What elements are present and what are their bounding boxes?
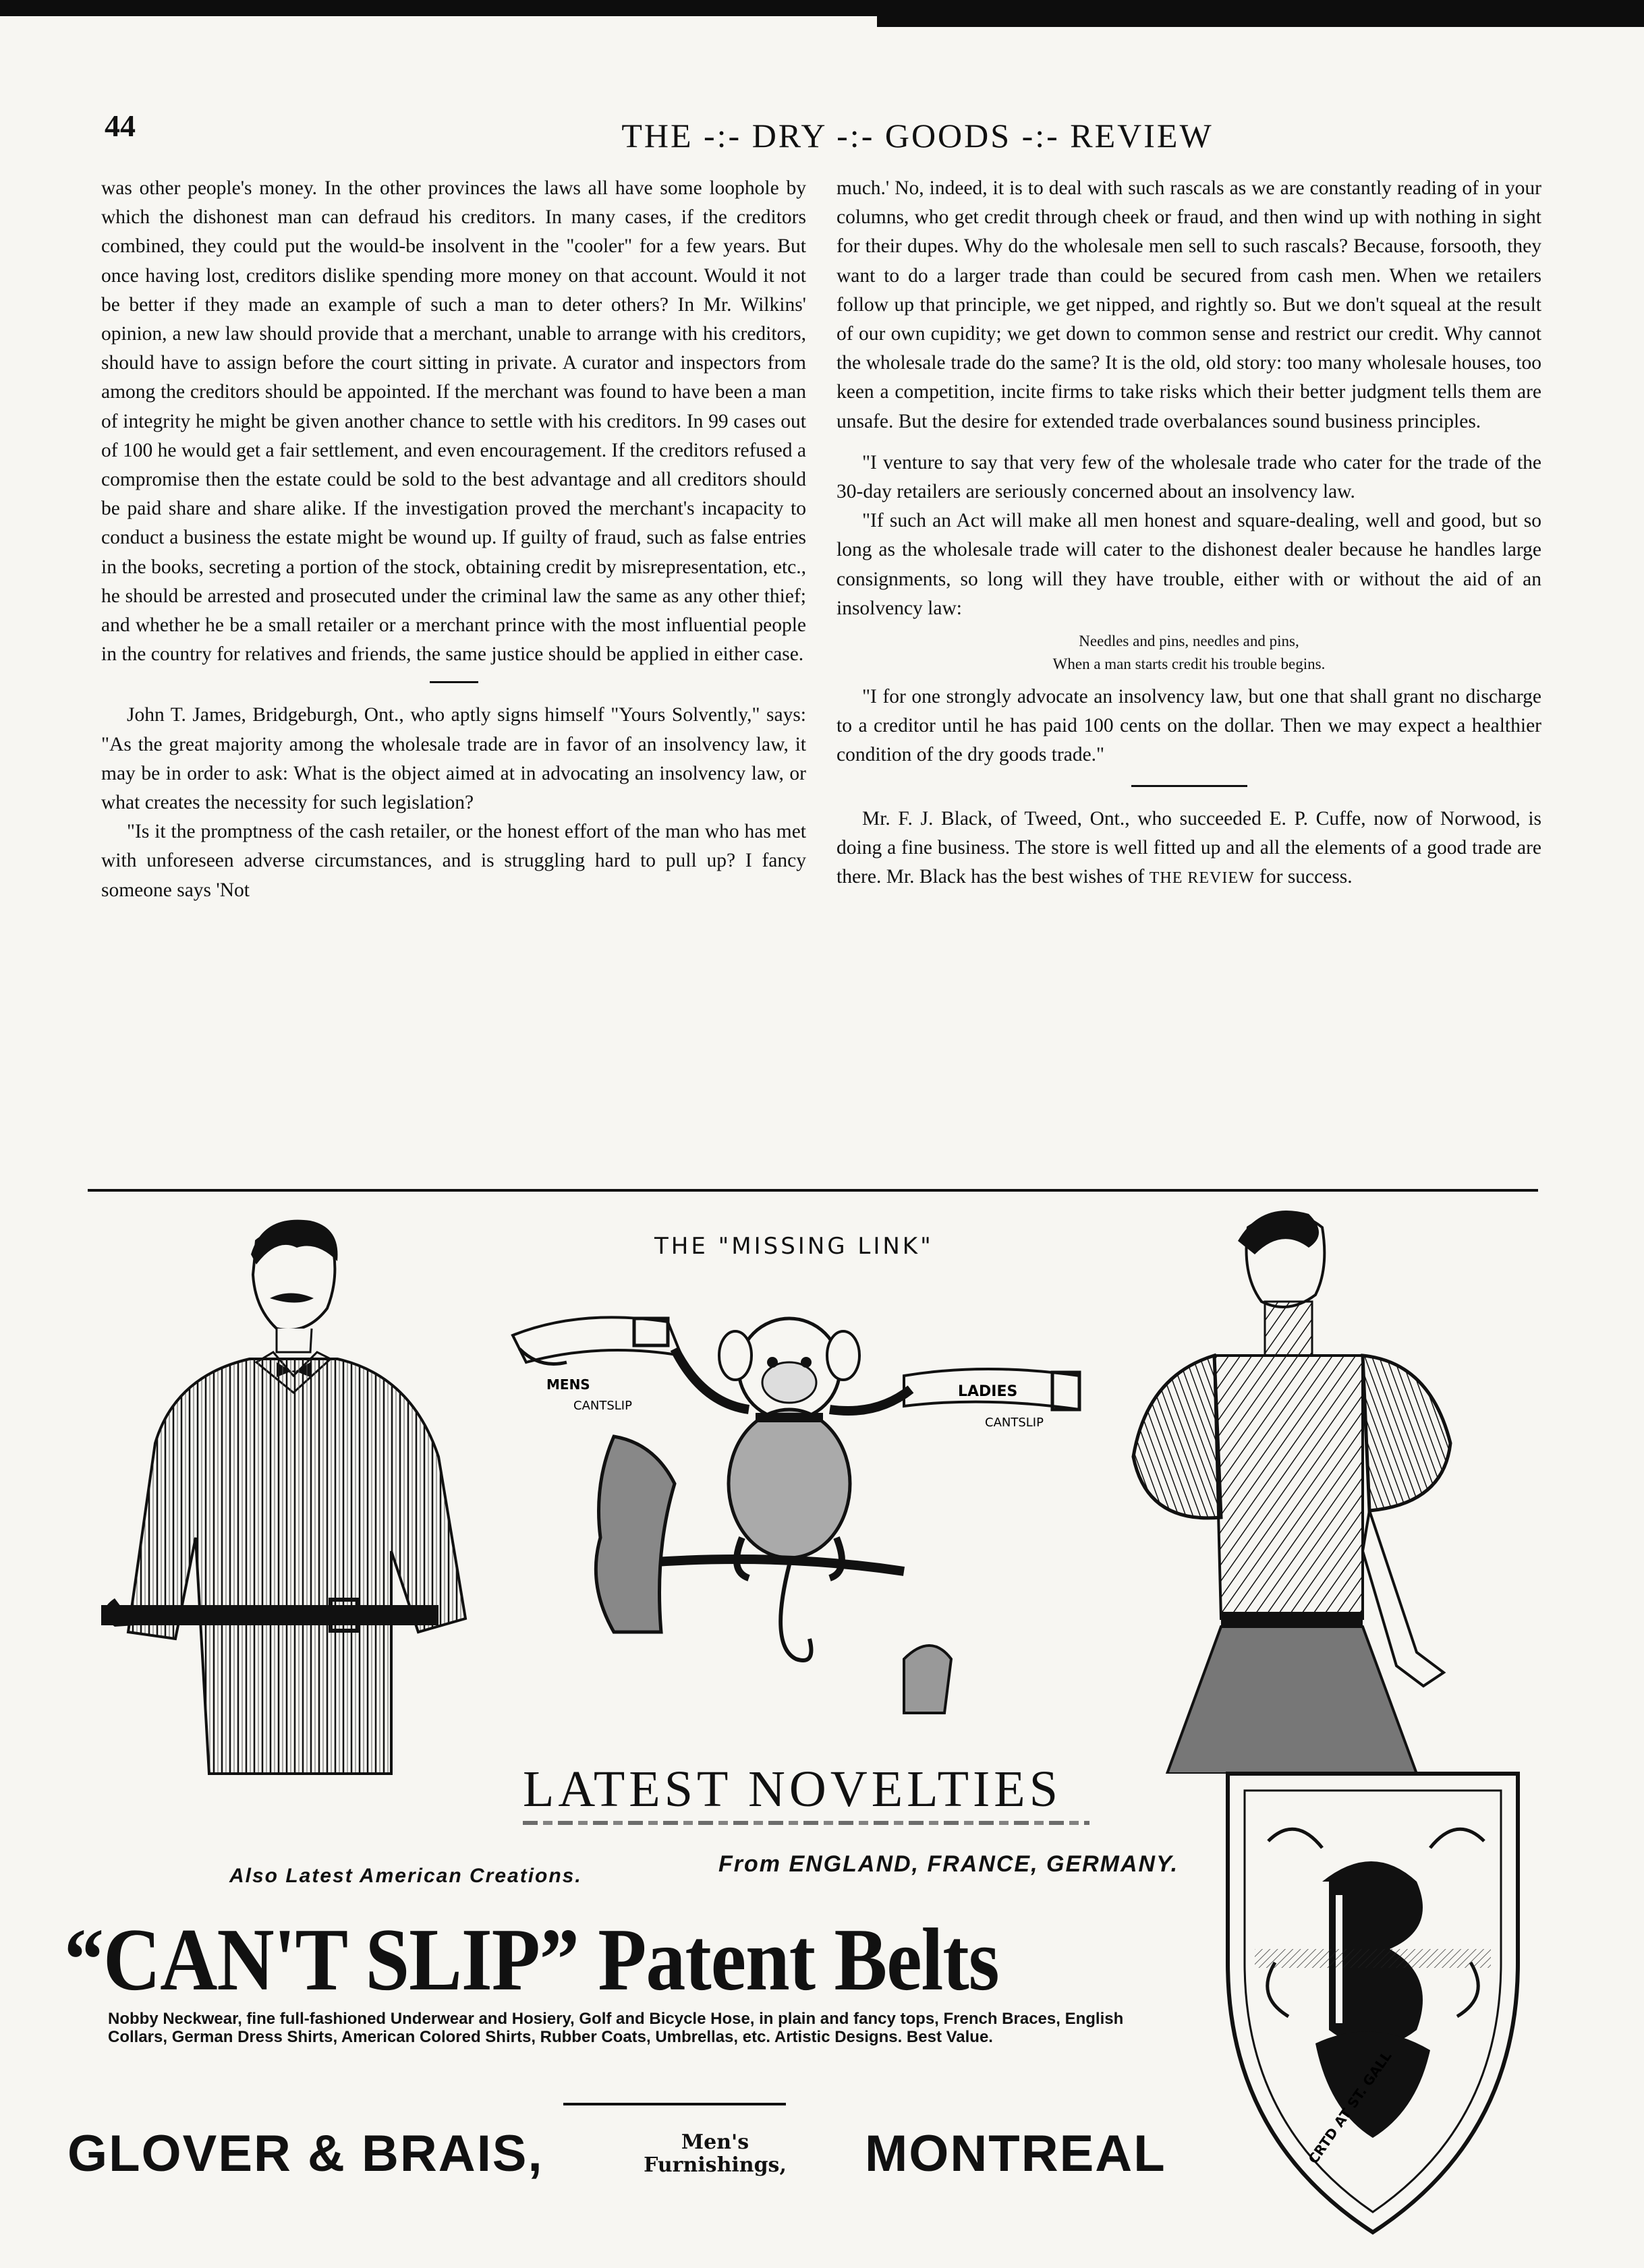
article-paragraph: "If such an Act will make all men honest and square-dealing, well and good, but so long as the wholesale trade will cater to the dishonest dealer because he handles large consignments, so long will they have trouble, either with or without the aid of an insolvency law:: [837, 510, 1541, 619]
article-paragraph: [837, 805, 1541, 894]
shield-text: CRTD AT ST. GALL: [1305, 2048, 1395, 2167]
article-paragraph: "I venture to say that very few of the wholesale trade who cater for the trade of the 30-day retailers are seriously concerned about an insolvency law.: [837, 451, 1541, 503]
section-divider: [1131, 785, 1247, 787]
article-left-column: [101, 174, 806, 905]
mens-line: Men's: [681, 2130, 749, 2154]
advertisement-top-rule: [88, 1189, 1538, 1192]
paragraph-text: Mr. F. J. Black, of Tweed, Ont., who succeeded E. P. Cuffe, now of Norwood, is doing a fine business. The store is well fitted up and all the elements of a good trade are there. Mr. Black has the best wishes of: [837, 807, 1541, 888]
latest-novelties-underline: [523, 1821, 1089, 1825]
article-paragraph: "Is it the promptness of the cash retailer, or the honest effort of the man who has met with unforeseen adverse circumstances, and is struggling hard to pull up? I fancy someone says 'Not: [101, 821, 806, 901]
monkey-with-belts-illustration: [499, 1281, 1093, 1753]
city-name: MONTREAL: [865, 2125, 1166, 2182]
missing-link-caption: THE "MISSING LINK": [654, 1233, 934, 1260]
woman-in-blouse-illustration: [1106, 1200, 1484, 1774]
belt-label-cantslip-right: CANTSLIP: [985, 1416, 1044, 1430]
verse-line: Needles and pins, needles and pins,: [1079, 633, 1299, 650]
article-paragraph: "I for one strongly advocate an insolvency law, but one that shall grant no discharge to a creditor until he has paid 100 cents on the dollar. Then we may expect a healthier condition of the dry goods trade.": [837, 686, 1541, 766]
shield-crest-icon: [1214, 1760, 1531, 2246]
latest-novelties-heading: LATEST NOVELTIES: [523, 1761, 1062, 1818]
page-top-edge-shadow: [877, 16, 1644, 27]
verse-quote: [837, 630, 1541, 676]
running-head: THE -:- DRY -:- GOODS -:- REVIEW: [621, 117, 1214, 154]
belt-label-cantslip-left: CANTSLIP: [573, 1399, 632, 1413]
from-countries-line: From ENGLAND, FRANCE, GERMANY.: [718, 1851, 1179, 1877]
cant-slip-headline: “CAN'T SLIP” Patent Belts: [64, 1910, 999, 2009]
furnishings-line: Furnishings,: [644, 2153, 787, 2177]
belt-label-mens: MENS: [546, 1376, 590, 1393]
page-number: 44: [105, 109, 136, 143]
company-name: GLOVER & BRAIS,: [67, 2125, 544, 2182]
verse-line: When a man starts credit his trouble begins.: [1052, 656, 1326, 673]
paragraph-text: for success.: [1254, 866, 1353, 888]
advertisement-divider: [563, 2103, 786, 2105]
article-paragraph: John T. James, Bridgeburgh, Ont., who aptly signs himself "Yours Solvently," says: "As the great majority among the wholesale trade are in favor of an insolvency law, it may be in order to ask: What is the object aimed at in advocating an insolvency law, or what creates the necessity for such legislation?: [101, 704, 806, 814]
belt-label-ladies: LADIES: [958, 1383, 1018, 1400]
product-list: Nobby Neckwear, fine full-fashioned Underwear and Hosiery, Golf and Bicycle Hose, in plain and fancy tops, French Braces, English Collars, German Dress Shirts, American Colored Shirts, Rubber Coats, Umbrellas, etc. Artistic Designs. Best Value.: [108, 2010, 1124, 2046]
man-in-shirt-illustration: [74, 1200, 506, 1794]
review-title: THE REVIEW: [1149, 869, 1255, 888]
also-latest-line: Also Latest American Creations.: [229, 1865, 582, 1887]
article-paragraph: much.' No, indeed, it is to deal with such rascals as we are constantly reading of in your columns, who get credit through cheek or fraud, and then wind up with nothing in sight for their dupes. Why do the wholesale men sell to such rascals? Because, forsooth, they want to do a larger trade than could be secured from cash men. When we retailers follow up that principle, we get nipped, and rightly so. But we don't squeal at the result of our own cupidity; we get down to common sense and restrict our credit. Why cannot the wholesale trade do the same? It is the old, old story: too many wholesale houses, too keen a competition, incite firms to take risks which their better judgment tells them are unsafe. But the desire for extended trade overbalances sound business principles.: [837, 177, 1541, 432]
article-paragraph: was other people's money. In the other provinces the laws all have some loophole by which the dishonest man can defraud his creditors. In many cases, if the creditors combined, they could put the would-be insolvent in the "cooler" for a few years. But once having lost, creditors dislike spending more money on that account. Would it not be better if they made an example of such a man to deter others? In Mr. Wilkins' opinion, a new law should provide that a merchant, unable to arrange with his creditors, should have to assign before the court sitting in private. A curator and inspectors from among the creditors should be appointed. If the merchant was found to have been a man of integrity he might be given another chance to settle with his creditors. In 99 cases out of 100 he would get a fair settlement, and even encouragement. If the creditors refused a compromise then the estate could be sold to the best advantage and all creditors should be paid share and share alike. If the investigation proved the merchant's incapacity to conduct a business the estate might be wound up. If guilty of fraud, such as false entries in the books, secreting a portion of the stock, obtaining credit by misrepresentation, etc., he should be arrested and prosecuted under the criminal law the same as any other thief; and whether he be a small retailer or a merchant prince with the most influential people in the country for relatives and friends, the same justice should be applied in either case.: [101, 177, 806, 666]
section-divider: [430, 681, 478, 683]
page-top-edge: [0, 0, 1644, 16]
article-right-column: [837, 174, 1541, 893]
mens-furnishings: [634, 2131, 796, 2177]
